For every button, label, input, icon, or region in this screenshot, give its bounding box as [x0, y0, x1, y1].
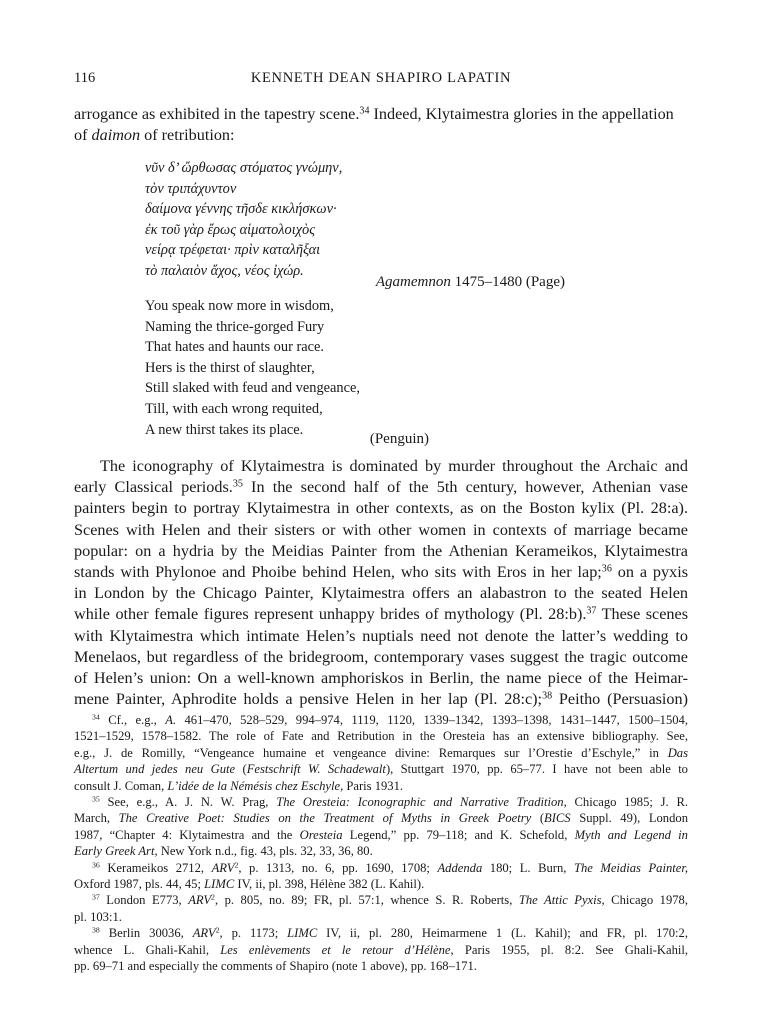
- paragraph-line: in London by the Chicago Painter, Klytaimestra offers an alabastron to the seated Helen: [74, 584, 688, 603]
- footnote-line: $^{38}$ Berlin 30036, ARV$^2$, p. 1173; LIMC IV, ii, pl. 280, Heimarmene 1 (L. Kahil); and FR, pl. 170:2,: [92, 926, 689, 941]
- footnote-line: e.g., J. de Romilly, “Vengeance humaine et vengeance divine: Remarques sur l’Orestie d’Eschyle,” in Das: [74, 745, 688, 760]
- running-head: KENNETH DEAN SHAPIRO LAPATIN: [250, 70, 512, 86]
- translation-line: That hates and haunts our race.: [145, 339, 325, 356]
- greek-verse-line: τὸ παλαιὸν ἄχος, νέος ἰχώρ.: [145, 262, 304, 279]
- footnote-36: [74, 860, 688, 893]
- footnote-line: 1987, “Chapter 4: Klytaimestra and the Oresteia Legend,” pp. 79–118; and K. Schefold, Myth and Legend in: [74, 827, 688, 842]
- paragraph-line: Scenes with Helen and their sisters or with other women in contexts of marriage became: [74, 520, 688, 539]
- footnote-line: $^{34}$ Cf., e.g., A. 461–470, 528–529, 994–974, 1119, 1120, 1339–1342, 1393–1398, 1431–1447, 1500–1504,: [92, 712, 688, 727]
- translation-line: Hers is the thirst of slaughter,: [145, 359, 315, 376]
- footnote-ref[interactable]: 38: [542, 690, 553, 702]
- footnote-38: [74, 925, 688, 974]
- greek-verse-line: δαίμονα γέννης τῆσδε κικλήσκων·: [145, 201, 337, 218]
- page-header: [74, 70, 688, 90]
- footnote-number: 38: [92, 926, 100, 935]
- footnote-ref[interactable]: 34: [359, 105, 370, 117]
- paragraph-line: mene Painter, Aphrodite holds a pensive Helen in her lap (Pl. 28:c);$^{38}$ Peitho (Persuasion): [74, 690, 689, 709]
- footnote-line: March, The Creative Poet: Studies on the Treatment of Myths in Greek Poetry (BICS Suppl. 49), London: [74, 811, 688, 826]
- intro-line: of daimon of retribution:: [74, 126, 235, 145]
- footnote-line: $^{35}$ See, e.g., A. J. N. W. Prag, The Oresteia: Iconographic and Narrative Tradition, Chicago 1985; J. R.: [92, 794, 689, 810]
- paragraph-line: early Classical periods.$^{35}$ In the second half of the 5th century, however, Athenian vase: [74, 478, 688, 497]
- main-paragraph: [74, 456, 688, 710]
- greek-verse-line: τὸν τριπάχυντον: [145, 180, 237, 197]
- footnote-ref[interactable]: 37: [586, 605, 597, 617]
- footnote-line: pp. 69–71 and especially the comments of Shapiro (note 1 above), pp. 168–171.: [74, 959, 477, 974]
- footnotes-section: [74, 712, 688, 975]
- footnote-line: Early Greek Art, New York n.d., fig. 43, pls. 32, 33, 36, 80.: [74, 844, 373, 859]
- footnote-line: Altertum und jedes neu Gute (Festschrift W. Schadewalt), Stuttgart 1970, pp. 65–77. I have not been able to: [74, 762, 688, 777]
- translation-line: Till, with each wrong requited,: [145, 400, 323, 417]
- page-number: 116: [74, 70, 96, 86]
- paragraph-line: while other female figures represent unhappy brides of mythology (Pl. 28:b).$^{37}$ These scenes: [74, 605, 688, 624]
- footnote-35: [74, 794, 688, 860]
- paragraph-line: The iconography of Klytaimestra is dominated by murder throughout the Archaic and: [100, 457, 688, 475]
- paragraph-line: Menelaos, but regardless of the bridegroom, contemporary vases suggest the tragic outcome: [74, 647, 688, 666]
- footnote-line: whence L. Ghali-Kahil, Les enlèvements et le retour d’Hélène, Paris 1955, pl. 8:2. See Ghali-Kahil,: [74, 942, 689, 957]
- footnote-number: 36: [92, 860, 100, 870]
- footnote-ref[interactable]: 35: [232, 478, 243, 490]
- paragraph-line: popular: on a hydria by the Meidias Painter from the Athenian Kerameikos, Klytaimestra: [74, 541, 688, 560]
- greek-verse-line: ἐκ τοῦ γὰρ ἔρως αἱματολοιχὸς: [145, 221, 316, 238]
- translation-line: You speak now more in wisdom,: [145, 298, 334, 314]
- greek-quotation: [145, 158, 545, 282]
- translation-quotation: [145, 296, 545, 440]
- translation-line: Naming the thrice-gorged Fury: [145, 318, 325, 335]
- paragraph-line: with Klytaimestra which intimate Helen’s nuptials need not denote the latter’s wedding to: [74, 626, 688, 645]
- footnote-ref[interactable]: 36: [601, 563, 612, 575]
- footnote-number: 35: [92, 794, 100, 804]
- footnote-37: [74, 892, 688, 925]
- greek-citation: Agamemnon 1475–1480 (Page): [375, 274, 565, 290]
- intro-line: arrogance as exhibited in the tapestry scene.$^{34}$ Indeed, Klytaimestra glories in the appellation: [74, 105, 674, 123]
- paragraph-line: of Helen’s union: On a well-known amphoriskos in Berlin, the name piece of the Heimar-: [74, 669, 688, 688]
- footnote-line: 1521–1529, 1578–1582. The role of Fate and Retribution in the Oresteia has an extensive bibliography. See,: [74, 729, 688, 744]
- translation-citation: (Penguin): [369, 431, 429, 447]
- footnote-34: [74, 712, 688, 794]
- footnote-line: $^{37}$ London E773, ARV$^2$, p. 805, no. 89; FR, pl. 57:1, whence S. R. Roberts, The Attic Pyxis, Chicago 1978,: [92, 893, 688, 908]
- footnote-line: pl. 103:1.: [74, 909, 122, 924]
- footnote-line: Oxford 1987, pls. 44, 45; LIMC IV, ii, pl. 398, Hélène 382 (L. Kahil).: [74, 877, 425, 892]
- paragraph-line: painters begin to portray Klytaimestra in other contexts, as on the Boston kylix (Pl. 28:a).: [74, 499, 688, 518]
- greek-verse-line: νῦν δ’ ὤρθωσας στόματος γνώμην,: [145, 160, 343, 176]
- footnote-number: 37: [92, 893, 100, 903]
- intro-paragraph: [74, 104, 688, 146]
- footnote-line: $^{36}$ Kerameikos 2712, ARV$^2$, p. 1313, no. 6, pp. 1690, 1708; Addenda 180; L. Burn, The Meidias Painter,: [92, 860, 688, 875]
- greek-verse-line: νείρᾳ τρέφεται· πρὶν καταλῆξαι: [145, 242, 321, 259]
- paragraph-line: stands with Phylonoe and Phoibe behind Helen, who sits with Eros in her lap;$^{36}$ on a pyxis: [74, 563, 689, 582]
- footnote-line: consult J. Coman, L’idée de la Némésis chez Eschyle, Paris 1931.: [74, 778, 404, 793]
- footnote-number: 34: [92, 712, 100, 722]
- translation-line: Still slaked with feud and vengeance,: [145, 380, 360, 397]
- translation-line: A new thirst takes its place.: [145, 421, 304, 438]
